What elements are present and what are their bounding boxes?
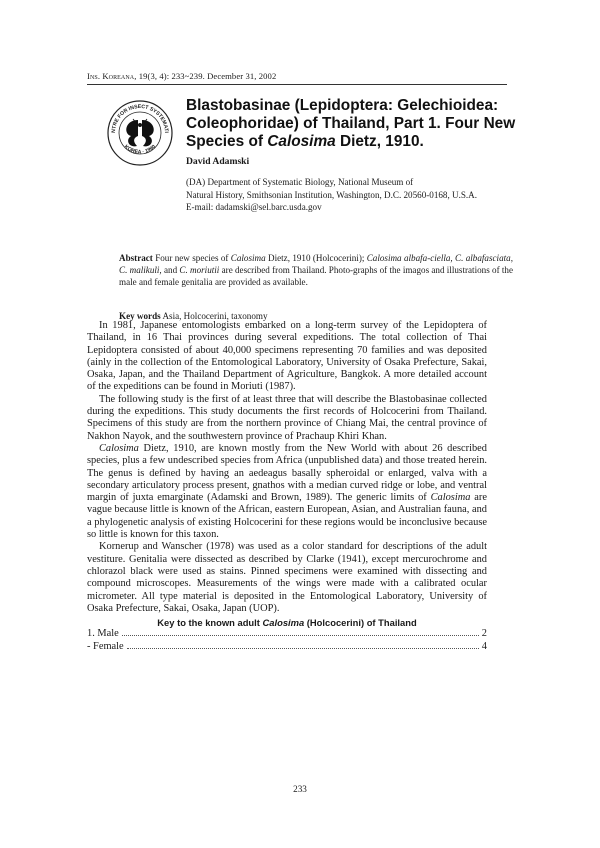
abstract-species-list: Calosima albafa-ciella, C. albafasciata, C. malikuli, bbox=[119, 253, 513, 276]
key-title-post: (Holcocerini) of Thailand bbox=[304, 617, 417, 628]
title-line-3 bbox=[186, 133, 516, 151]
abstract-text-4: are described from Thailand. Photo-graphs of the imagos and illustrations of the male and female genitalia are provided as available. bbox=[119, 265, 513, 288]
author-email: E-mail: dadamski@sel.barc.usda.gov bbox=[186, 202, 322, 213]
paragraph-1: In 1981, Japanese entomologists embarked on a long-term survey of the Lepidoptera of Thailand, in 16 Thai provinces during several expeditions. The total collection of Thai Lepidoptera consisted of about 40,000 specimens representing 70 families and was deposited (ainly in the collection of the Entomological Laboratory, University of Osaka Prefecture, Sakai, Osaka, Japan, and the Thailand Department of Agriculture, Bangkok. A more detailed account of the expeditions can be found in Moriuti (1987). bbox=[87, 320, 487, 393]
key-row-label: - Female bbox=[87, 641, 124, 652]
paragraph-2: The following study is the first of at least three that will describe the Blastobasinae collected during the expeditions. This study documents the first records of Holcocerini from Thailand. Specimens of this study are from the northern province of Chiang Mai, the central province of Nakhon Nayok, and the southwestern province of Prachaup Khiri Khan. bbox=[87, 393, 487, 442]
keywords-label: Key words bbox=[119, 311, 161, 321]
article-title bbox=[186, 97, 516, 151]
title-line-2: Coleophoridae) of Thailand, Part 1. Four New bbox=[186, 115, 516, 132]
logo-ring-top-text: NTRE FOR INSECT SYSTEMATI bbox=[110, 103, 170, 134]
key-title-pre: Key to the known adult bbox=[157, 617, 263, 628]
abstract-genus: Calosima bbox=[230, 253, 266, 263]
abstract-species-last: C. moriutii bbox=[179, 265, 220, 276]
affiliation-line-1: (DA) Department of Systematic Biology, National Museum of bbox=[186, 177, 414, 187]
key-title bbox=[87, 617, 487, 628]
p3-text-1: Dietz, 1910, are known mostly from the New World with about 26 described species, plus a few undescribed species from Africa (unpublished data) and those treated herein. The genus is defined by having an aedeagus basally spheroidal or enlarged, valva with a secondary articulatory process present, gnathos with a median curved ridge or lobe, and ventral margin of juxta emarginate (Adamski and Brown, 1989). The generic limits of bbox=[87, 442, 487, 504]
abstract-label: Abstract bbox=[119, 253, 153, 263]
key-leader-dots bbox=[122, 635, 479, 636]
key-row-target: 2 bbox=[481, 628, 487, 639]
body-text bbox=[87, 320, 487, 615]
author-name: David Adamski bbox=[186, 156, 250, 167]
p3-text-2: are vague because little is known of the African, eastern European, Asian, and Australian fauna, and a phylogenetic analysis of existing Holcocerini for these regions would be inconclusive because so little is known for this taxon. bbox=[87, 492, 487, 541]
author-affiliation bbox=[186, 176, 516, 214]
logo-ring-bottom-text: KOREA · 1990 bbox=[122, 143, 158, 156]
key-row-female bbox=[87, 641, 487, 652]
affiliation-line-2: Natural History, Smithsonian Institution, Washington, D.C. 20560-0168, U.S.A. bbox=[186, 189, 478, 200]
abstract-text-1: Four new species of bbox=[152, 253, 231, 263]
key-row-male bbox=[87, 628, 487, 639]
journal-volume: , 19(3, 4): 233~239. December 31, 2002 bbox=[134, 71, 277, 81]
society-logo-icon bbox=[107, 100, 173, 166]
journal-citation bbox=[87, 71, 276, 81]
title-line-3-pre: Species of bbox=[186, 133, 268, 150]
abstract-text-3: and bbox=[161, 265, 180, 276]
paragraph-3 bbox=[87, 443, 487, 541]
svg-text:KOREA · 1990 bbox=[123, 144, 157, 156]
header-rule bbox=[87, 84, 507, 85]
key-row-target: 4 bbox=[481, 641, 487, 652]
p3-genus-1: Calosima bbox=[99, 442, 139, 454]
abstract bbox=[119, 252, 513, 289]
title-genus: Calosima bbox=[267, 133, 336, 150]
key-title-genus: Calosima bbox=[262, 617, 305, 628]
page-number: 233 bbox=[293, 784, 307, 794]
keywords-text: Asia, Holcocerini, taxonomy bbox=[160, 311, 268, 321]
title-line-1: Blastobasinae (Lepidoptera: Gelechioidea: bbox=[186, 97, 499, 114]
journal-name: Ins. Koreana bbox=[87, 71, 135, 81]
key-leader-dots bbox=[127, 648, 479, 649]
p3-genus-2: Calosima bbox=[430, 492, 471, 504]
svg-text:CENTRE FOR INSECT SYSTEMATICS bbox=[107, 100, 169, 134]
abstract-text-2: Dietz, 1910 (Holcocerini); bbox=[265, 253, 367, 263]
key-row-label: 1. Male bbox=[87, 628, 119, 639]
title-line-3-post: Dietz, 1910. bbox=[335, 133, 424, 150]
paragraph-4: Kornerup and Wanscher (1978) was used as a color standard for descriptions of the adult vestiture. Genitalia were dissected as described by Clarke (1941), except mercurochrome and chlorazol black were used as stains. Pinned specimens were examined with dissecting and compound microscopes. Measurements of the wings were made with a calibrated ocular micrometer. All type material is deposited in the Entomological Laboratory, University of Osaka Prefecture, Sakai, Osaka, Japan (UOP). bbox=[87, 541, 487, 614]
